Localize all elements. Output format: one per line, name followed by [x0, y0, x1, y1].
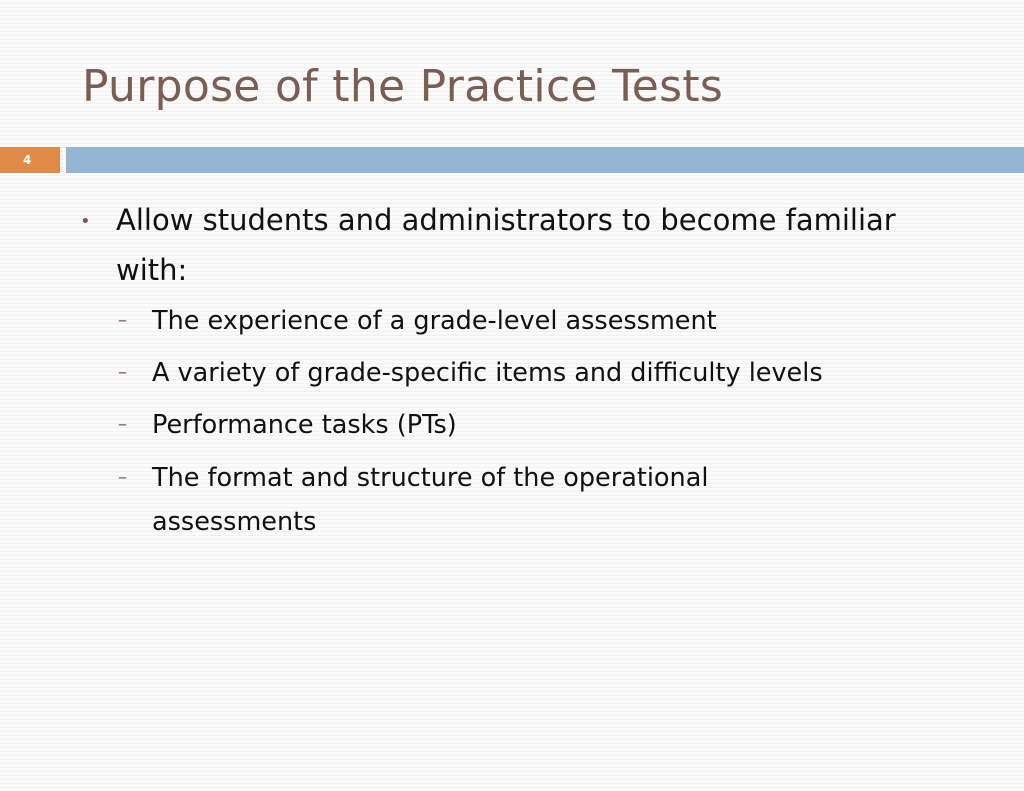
bullet-text: Allow students and administrators to become familiar with: — [116, 203, 896, 287]
dash-icon: – — [118, 362, 127, 383]
dash-icon: – — [118, 310, 127, 331]
bullet-icon: • — [80, 211, 91, 232]
sub-bullet-text: The experience of a grade-level assessment — [152, 306, 717, 336]
sub-bullet-text: The format and structure of the operational assessments — [152, 463, 709, 537]
slide-number: 4 — [23, 153, 32, 167]
slide-number-badge — [0, 147, 60, 173]
dash-icon: – — [118, 414, 127, 435]
slide-title: Purpose of the Practice Tests — [82, 61, 724, 112]
sub-bullet-text: Performance tasks (PTs) — [152, 410, 457, 440]
sub-bullet-text: A variety of grade-specific items and difficulty levels — [152, 358, 823, 388]
title-divider-bar — [66, 147, 1024, 173]
dash-icon: – — [118, 467, 127, 488]
